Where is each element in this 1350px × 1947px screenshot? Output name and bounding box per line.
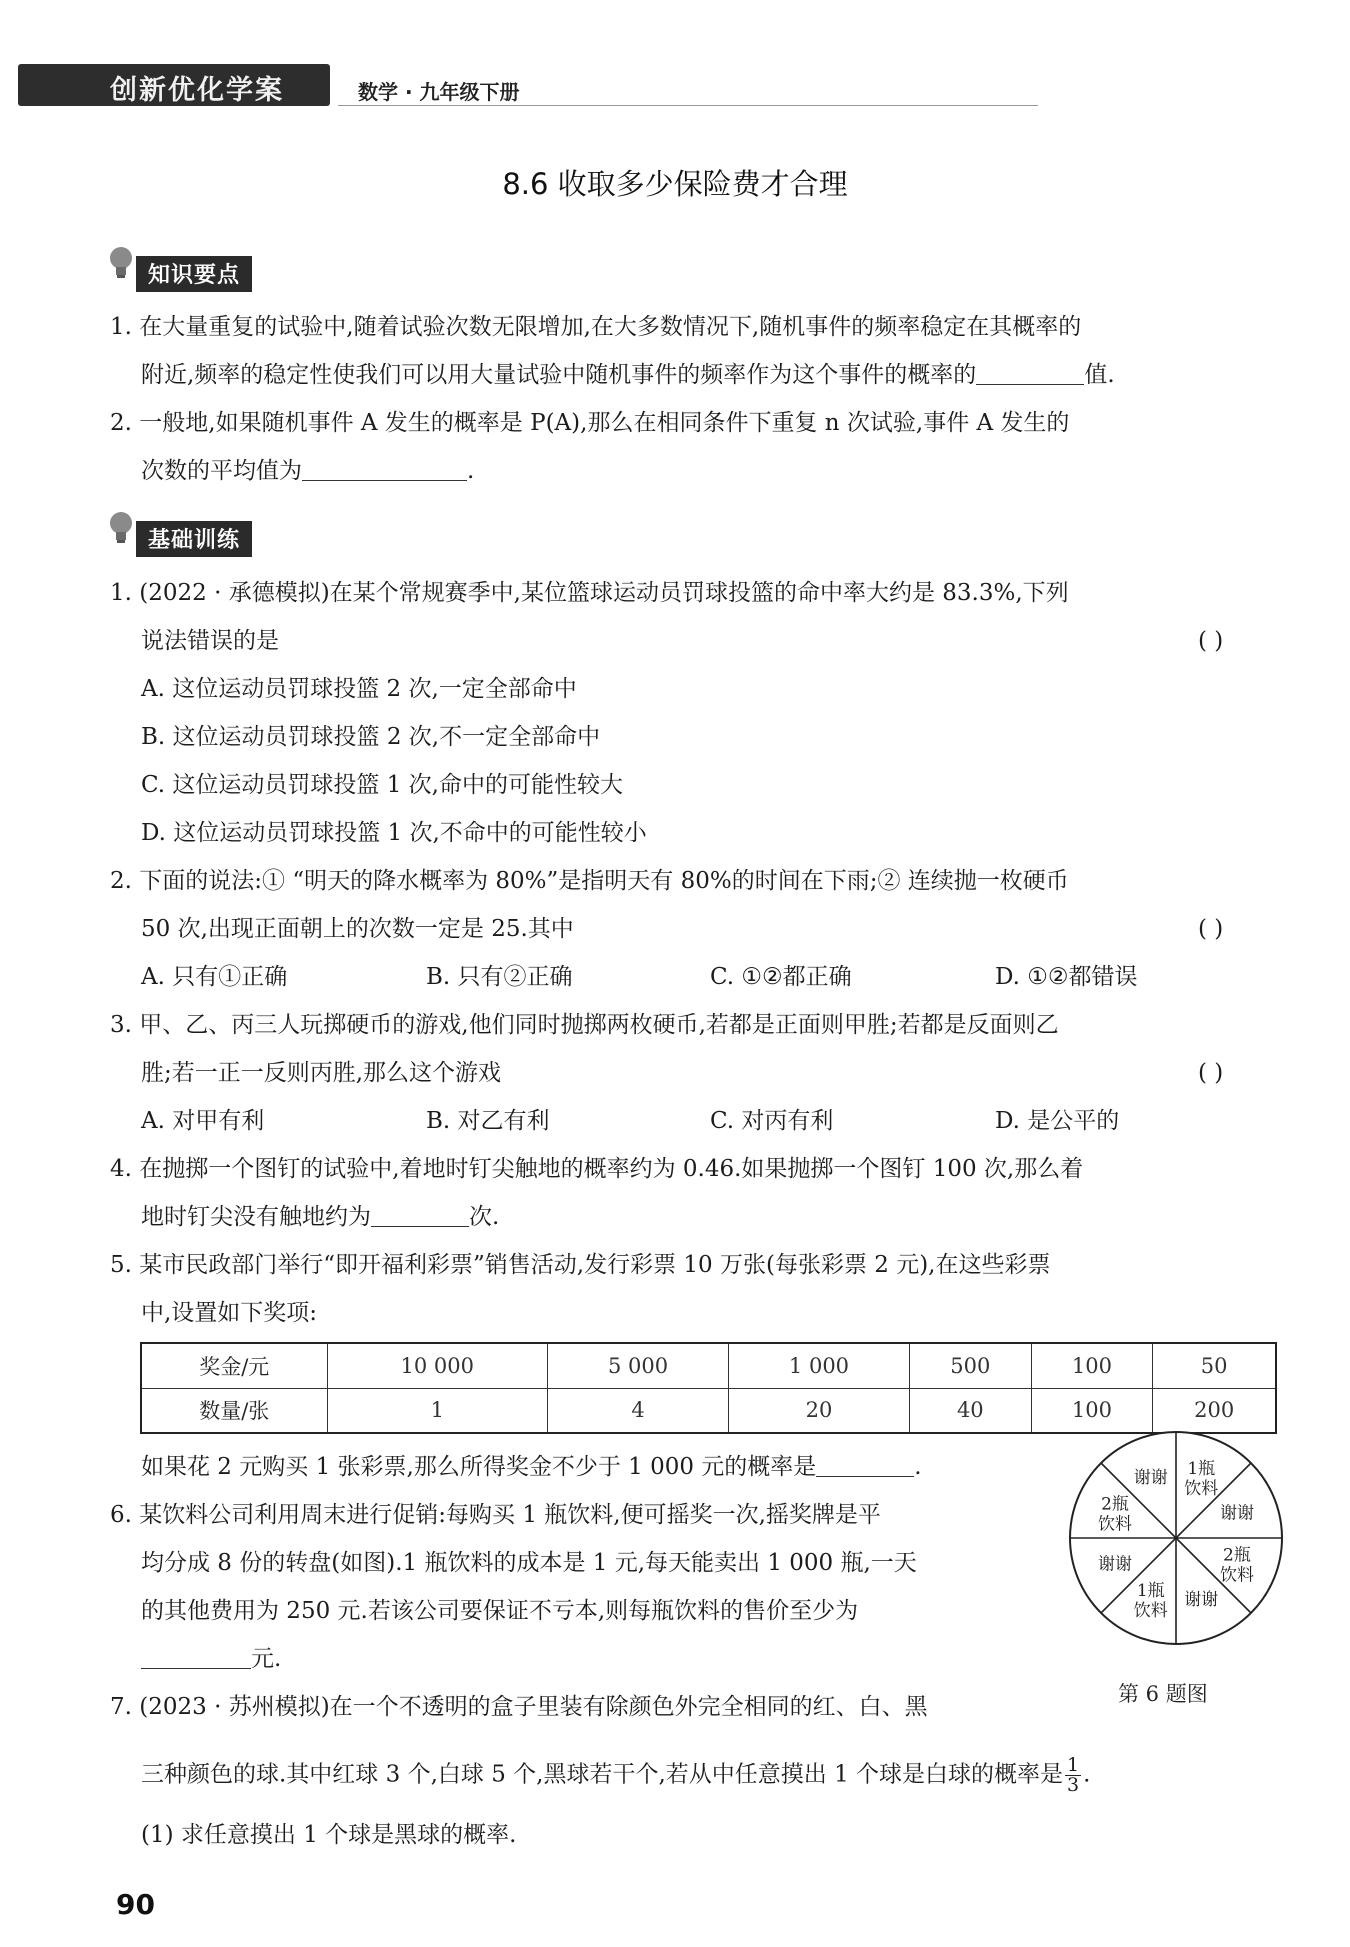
question-7-line-1: 7. (2023 · 苏州模拟)在一个不透明的盒子里装有除颜色外完全相同的红、白、黑 xyxy=(110,1694,928,1720)
question-1-answer-paren[interactable]: ( ) xyxy=(1198,628,1224,654)
answer-blank[interactable] xyxy=(302,457,467,481)
question-1-option-b[interactable]: B. 这位运动员罚球投篮 2 次,不一定全部命中 xyxy=(141,724,601,750)
figure-caption: 第 6 题图 xyxy=(1118,1682,1208,1706)
wheel-sector-label: 谢谢 xyxy=(1219,1503,1254,1524)
subject-label: 数学 · 九年级下册 xyxy=(358,80,520,104)
wheel-sector-label: 谢谢 xyxy=(1133,1468,1168,1489)
table-cell: 500 xyxy=(909,1343,1031,1388)
question-6-line-4 xyxy=(141,1644,281,1674)
fraction-one-third xyxy=(1065,1756,1081,1795)
question-1-option-c[interactable]: C. 这位运动员罚球投篮 1 次,命中的可能性较大 xyxy=(141,772,623,798)
question-4-line-1: 4. 在抛掷一个图钉的试验中,着地时钉尖触地的概率约为 0.46.如果抛掷一个图钉 100 次,那么着 xyxy=(110,1156,1084,1182)
knowledge-item-2-text: 次数的平均值为 xyxy=(141,458,302,484)
fraction-denominator: 3 xyxy=(1067,1774,1080,1796)
question-3-option-d[interactable]: D. 是公平的 xyxy=(995,1108,1120,1134)
fraction-numerator: 1 xyxy=(1067,1754,1080,1776)
wheel-sector-label: 2瓶饮料 xyxy=(1098,1494,1133,1535)
wheel-sector-label: 1瓶饮料 xyxy=(1184,1459,1219,1500)
question-5-line-2: 中,设置如下奖项: xyxy=(141,1300,318,1326)
table-row xyxy=(141,1388,1276,1433)
knowledge-item-1-line-2 xyxy=(141,360,1115,390)
question-1-option-a[interactable]: A. 这位运动员罚球投篮 2 次,一定全部命中 xyxy=(141,676,577,702)
table-cell: 1 xyxy=(327,1388,548,1433)
question-1-line-2: 说法错误的是 xyxy=(141,628,279,654)
section-training-label: 基础训练 xyxy=(136,521,252,557)
question-4-text: 地时钉尖没有触地约为 xyxy=(141,1204,371,1230)
question-4-suffix: 次. xyxy=(469,1204,500,1230)
brand-banner xyxy=(18,64,330,106)
prize-wheel-figure xyxy=(1066,1428,1286,1648)
table-cell: 40 xyxy=(909,1388,1031,1433)
answer-blank[interactable] xyxy=(371,1203,469,1227)
knowledge-item-2-suffix: . xyxy=(467,458,475,484)
wheel-dividers xyxy=(1070,1432,1282,1644)
knowledge-item-1-line-1: 1. 在大量重复的试验中,随着试验次数无限增加,在大多数情况下,随机事件的频率稳定在其概率的 xyxy=(110,314,1082,340)
question-6-line-2: 均分成 8 份的转盘(如图).1 瓶饮料的成本是 1 元,每天能卖出 1 000 瓶,一天 xyxy=(141,1550,917,1576)
section-knowledge-label: 知识要点 xyxy=(136,256,252,292)
knowledge-item-1-text: 附近,频率的稳定性使我们可以用大量试验中随机事件的频率作为这个事件的概率的 xyxy=(141,362,977,388)
question-2-answer-paren[interactable]: ( ) xyxy=(1198,916,1224,942)
wheel-sector-label: 谢谢 xyxy=(1098,1554,1133,1575)
table-cell: 20 xyxy=(729,1388,910,1433)
question-5-line-1: 5. 某市民政部门举行“即开福利彩票”销售活动,发行彩票 10 万张(每张彩票 2 元),在这些彩票 xyxy=(110,1252,1051,1278)
question-2-option-b[interactable]: B. 只有②正确 xyxy=(426,964,573,990)
question-3-option-a[interactable]: A. 对甲有利 xyxy=(141,1108,265,1134)
answer-blank[interactable] xyxy=(141,1645,251,1669)
question-3-line-1: 3. 甲、乙、丙三人玩掷硬币的游戏,他们同时抛掷两枚硬币,若都是正面则甲胜;若都是反面则乙 xyxy=(110,1012,1059,1038)
question-6-line-3: 的其他费用为 250 元.若该公司要保证不亏本,则每瓶饮料的售价至少为 xyxy=(141,1598,859,1624)
table-cell: 1 000 xyxy=(729,1343,910,1388)
lightbulb-icon xyxy=(108,246,134,280)
table-cell: 100 xyxy=(1031,1343,1153,1388)
question-3-option-b[interactable]: B. 对乙有利 xyxy=(426,1108,550,1134)
question-2-option-a[interactable]: A. 只有①正确 xyxy=(141,964,288,990)
table-cell: 100 xyxy=(1031,1388,1153,1433)
table-cell: 200 xyxy=(1153,1388,1276,1433)
lightbulb-icon xyxy=(108,511,134,545)
question-3-option-c[interactable]: C. 对丙有利 xyxy=(710,1108,834,1134)
question-2-option-c[interactable]: C. ①②都正确 xyxy=(710,964,852,990)
table-cell: 4 xyxy=(548,1388,729,1433)
wheel-sector-label: 2瓶饮料 xyxy=(1219,1545,1254,1586)
question-5-text: 如果花 2 元购买 1 张彩票,那么所得奖金不少于 1 000 元的概率是 xyxy=(141,1454,817,1480)
table-cell: 50 xyxy=(1153,1343,1276,1388)
page-header xyxy=(18,64,1018,106)
table-row-header: 奖金/元 xyxy=(141,1343,327,1388)
wheel-sector-label: 谢谢 xyxy=(1184,1589,1219,1610)
question-7-text: 三种颜色的球.其中红球 3 个,白球 5 个,黑球若干个,若从中任意摸出 1 个球是白球的概率是 xyxy=(141,1761,1064,1788)
page-title: 8.6 收取多少保险费才合理 xyxy=(502,167,848,201)
question-2-line-1: 2. 下面的说法:① “明天的降水概率为 80%”是指明天有 80%的时间在下雨;② 连续抛一枚硬币 xyxy=(110,868,1069,894)
question-7-suffix: . xyxy=(1083,1761,1091,1788)
question-6-line-1: 6. 某饮料公司利用周末进行促销:每购买 1 瓶饮料,便可摇奖一次,摇奖牌是平 xyxy=(110,1502,881,1528)
question-5-suffix: . xyxy=(914,1454,922,1480)
wheel-sector-label: 1瓶饮料 xyxy=(1133,1580,1168,1621)
question-7-line-2 xyxy=(141,1756,1090,1795)
question-2-line-2: 50 次,出现正面朝上的次数一定是 25.其中 xyxy=(141,916,574,942)
prize-table xyxy=(140,1342,1277,1434)
knowledge-item-2-line-2 xyxy=(141,456,474,486)
question-3-answer-paren[interactable]: ( ) xyxy=(1198,1060,1224,1086)
brand-title: 创新优化学案 xyxy=(110,75,284,106)
table-row-header: 数量/张 xyxy=(141,1388,327,1433)
question-3-line-2: 胜;若一正一反则丙胜,那么这个游戏 xyxy=(141,1060,502,1086)
question-4-line-2 xyxy=(141,1202,499,1232)
header-divider xyxy=(338,105,1038,106)
table-row xyxy=(141,1343,1276,1388)
question-1-option-d[interactable]: D. 这位运动员罚球投篮 1 次,不命中的可能性较小 xyxy=(141,820,647,846)
question-5-after-table xyxy=(141,1452,922,1482)
question-7-sub-1: (1) 求任意摸出 1 个球是黑球的概率. xyxy=(141,1822,517,1848)
question-1-line-1: 1. (2022 · 承德模拟)在某个常规赛季中,某位篮球运动员罚球投篮的命中率大约是 83.3%,下列 xyxy=(110,580,1069,606)
question-2-option-d[interactable]: D. ①②都错误 xyxy=(995,964,1138,990)
table-cell: 10 000 xyxy=(327,1343,548,1388)
page-number: 90 xyxy=(116,1888,155,1921)
knowledge-item-1-suffix: 值. xyxy=(1084,362,1115,388)
answer-blank[interactable] xyxy=(976,361,1084,385)
knowledge-item-2-line-1: 2. 一般地,如果随机事件 A 发生的概率是 P(A),那么在相同条件下重复 n 次试验,事件 A 发生的 xyxy=(110,410,1070,436)
question-6-suffix: 元. xyxy=(251,1646,282,1672)
answer-blank[interactable] xyxy=(816,1453,914,1477)
table-cell: 5 000 xyxy=(548,1343,729,1388)
